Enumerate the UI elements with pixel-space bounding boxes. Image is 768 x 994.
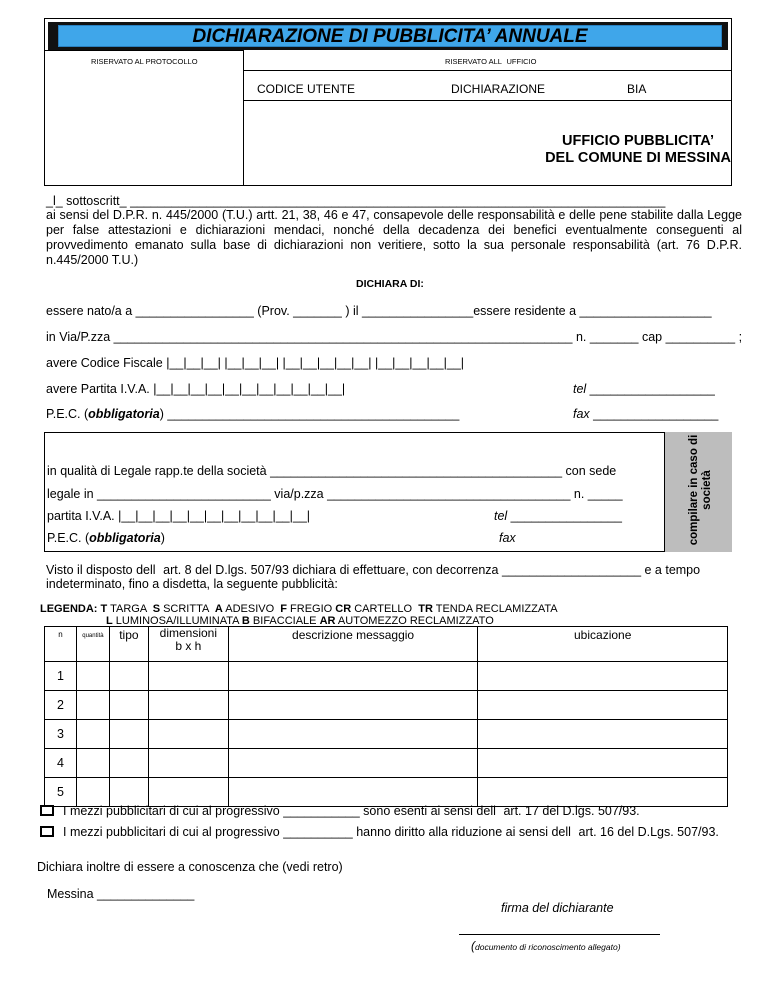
codice-divider [244,100,732,101]
dimensioni-cell[interactable] [148,749,228,778]
legenda-line2: L LUMINOSA/ILLUMINATA B BIFACCIALE AR AUTOMEZZO RECLAMIZZATO [106,615,494,627]
header-tipo: tipo [109,627,148,662]
pec-blank: ) __________________________________________ [159,407,460,421]
office-line1: UFFICIO PUBBLICITA’ [562,133,714,149]
nato-line[interactable]: essere nato/a a _________________ (Prov. _______ ) il ________________essere residente a ___________________ [46,304,712,318]
header-dimensioni: dimensioni b x h [148,627,228,662]
tipo-cell[interactable] [109,749,148,778]
dimensioni-cell[interactable] [148,662,228,691]
ubicazione-cell[interactable] [478,720,728,749]
descrizione-cell[interactable] [228,691,478,720]
protocollo-label: RISERVATO AL PROTOCOLLO [91,57,198,66]
descrizione-cell[interactable] [228,720,478,749]
tel-blank: __________________ [586,382,715,396]
company-pec-field[interactable] [47,531,165,545]
tipo-cell[interactable] [109,720,148,749]
riduzione-checkbox[interactable] [40,826,54,837]
row-number: 2 [45,691,77,720]
ubicazione-cell[interactable] [478,662,728,691]
tipo-cell[interactable] [109,778,148,807]
company-tel-field[interactable] [494,509,622,523]
header-descrizione: descrizione messaggio [228,627,478,662]
tipo-cell[interactable] [109,691,148,720]
pec-field[interactable] [46,407,459,421]
bia-label: BIA [627,82,647,96]
legenda-line1: LEGENDA: T TARGA S SCRITTA A ADESIVO F FREGIO CR CARTELLO TR TENDA RECLAMIZZATA [40,603,558,615]
table-row [45,749,728,778]
office-line2: DEL COMUNE DI MESSINA [545,150,731,166]
sede-line[interactable]: legale in _________________________ via/p.zza ___________________________________ n. _____ [47,487,623,501]
documento-text: documento di riconoscimento allegato) [475,942,621,952]
company-fax-label[interactable]: fax [499,531,516,545]
quantita-cell[interactable] [76,691,109,720]
row-number: 1 [45,662,77,691]
quantita-cell[interactable] [76,778,109,807]
messina-date-line[interactable]: Messina ______________ [47,887,195,901]
descrizione-cell[interactable] [228,662,478,691]
ubicazione-cell[interactable] [478,778,728,807]
table-row [45,778,728,807]
descrizione-cell[interactable] [228,778,478,807]
company-pec-label: P.E.C. ( [47,531,90,545]
visto-line2: indeterminato, fino a disdetta, la seguente pubblicità: [46,577,338,591]
quantita-cell[interactable] [76,662,109,691]
riduzione-line[interactable]: I mezzi pubblicitari di cui al progressivo __________ hanno diritto alla riduzione ai sensi dellart. 16 del D.Lgs. 507/93. [63,825,719,839]
visto-line1[interactable]: Visto il disposto dellart. 8 del D.lgs. 507/93 dichiara di effettuare, con decorrenza ____________________ e a tempo [46,563,701,577]
via-line[interactable]: in Via/P.zza __________________________________________________________________ n. _______ cap __________ ; [46,330,743,344]
table-row [45,691,728,720]
codice-utente-label: CODICE UTENTE [257,82,356,96]
row-number: 5 [45,778,77,807]
signature-line[interactable] [459,934,660,935]
documento-note [471,939,621,953]
ufficio-label: RISERVATO ALLUFFICIO [445,57,537,66]
company-piva-line[interactable]: partita I.V.A. |__|__|__|__|__|__|__|__|__|__|__| [47,509,311,523]
company-side-note-box [664,432,732,552]
esenzione-checkbox[interactable] [40,805,54,816]
fax-field[interactable] [573,407,718,421]
header-ubicazione: ubicazione [478,627,728,662]
descrizione-cell[interactable] [228,749,478,778]
protocollo-box [44,50,244,186]
tel-field[interactable] [573,382,715,396]
fax-blank: __________________ [589,407,719,421]
ubicazione-cell[interactable] [478,691,728,720]
dimensioni-cell[interactable] [148,691,228,720]
header-quantita: quantità [76,627,109,662]
company-tel-blank: ________________ [507,509,622,523]
documento-paren: ( [471,939,475,953]
company-pec-close: ) [160,531,165,545]
pec-obbligatoria: obbligatoria [88,407,160,421]
page-title: DICHIARAZIONE DI PUBBLICITA’ ANNUALE [58,25,722,47]
ubicazione-cell[interactable] [478,749,728,778]
conoscenza-line: Dichiara inoltre di essere a conoscenza che (vedi retro) [37,860,343,874]
header-n: n [45,627,77,662]
sottoscritto-line[interactable]: _l_ sottoscritt_ _____________________________________________________________________________ [46,194,666,208]
ufficio-divider [244,70,732,71]
codice-fiscale-line[interactable]: avere Codice Fiscale |__|__|__| |__|__|__| |__|__|__|__|__| |__|__|__|__|__| [46,356,465,370]
partita-iva-line[interactable]: avere Partita I.V.A. |__|__|__|__|__|__|__|__|__|__|__| [46,382,346,396]
dimensioni-cell[interactable] [148,778,228,807]
tel-label: tel [573,382,587,396]
table-row [45,662,728,691]
firma-label: firma del dichiarante [501,901,614,915]
quantita-cell[interactable] [76,720,109,749]
table-row [45,720,728,749]
dichiarazione-label: DICHIARAZIONE [451,82,546,96]
company-side-note: compilare in caso di società [688,434,713,546]
row-number: 4 [45,749,77,778]
dichiara-heading: DICHIARA DI: [356,278,424,290]
pec-label: P.E.C. ( [46,407,89,421]
tipo-cell[interactable] [109,662,148,691]
pubblicita-table [44,626,728,807]
legale-line[interactable]: in qualità di Legale rapp.te della società __________________________________________ con sede [47,464,617,478]
company-pec-obbligatoria: obbligatoria [89,531,161,545]
esenzione-line[interactable]: I mezzi pubblicitari di cui al progressivo ___________ sono esenti ai sensi dellart. 17 del D.lgs. 507/93. [63,804,640,818]
intro-paragraph: ai sensi del D.P.R. n. 445/2000 (T.U.) artt. 21, 38, 46 e 47, consapevole delle responsabilità e delle pene stabilite dalla Legge per false attestazioni e dichiarazioni mendaci, nonché della decadenza dei benefici eventualmente conseguenti al provvedimento emanato sulla base di dichiarazioni non veritiere, sotto la sua personale responsabilità (art. 76 D.P.R. n.445/2000 T.U.) [46,208,742,267]
fax-label: fax [573,407,590,421]
row-number: 3 [45,720,77,749]
dimensioni-cell[interactable] [148,720,228,749]
quantita-cell[interactable] [76,749,109,778]
company-tel-label: tel [494,509,508,523]
table-header-row [45,627,728,662]
